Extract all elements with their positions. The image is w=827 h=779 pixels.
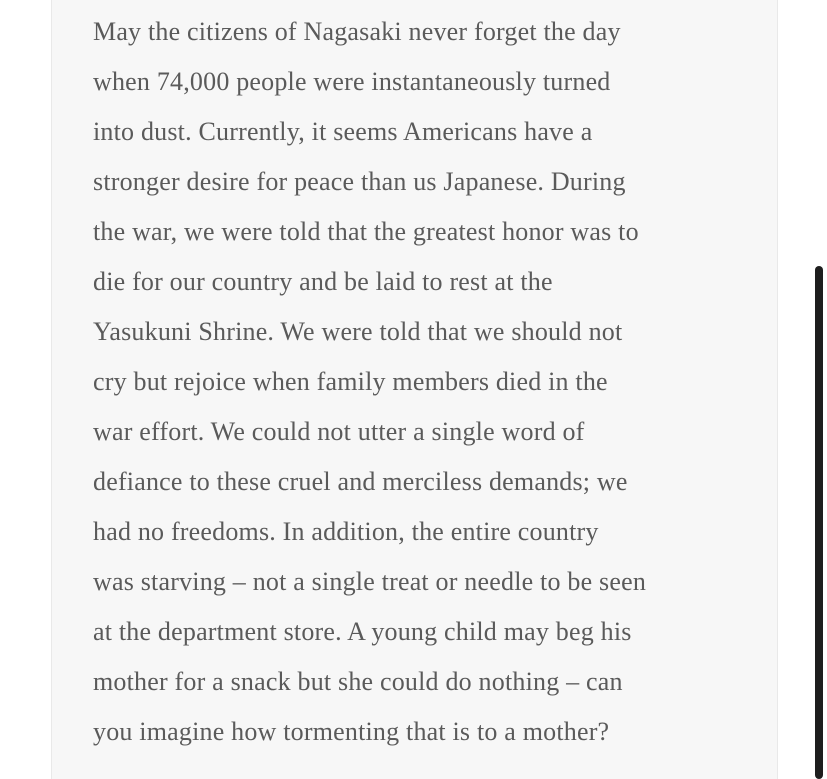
scrollbar-thumb[interactable] bbox=[815, 266, 823, 779]
paragraph-line: when 74,000 people were instantaneously turned bbox=[93, 67, 611, 96]
paragraph-line: the war, we were told that the greatest honor was to bbox=[93, 217, 639, 246]
paragraph-line: had no freedoms. In addition, the entire country bbox=[93, 517, 599, 546]
paragraph-line: stronger desire for peace than us Japanese. During bbox=[93, 167, 626, 196]
article-paragraph bbox=[93, 7, 743, 757]
paragraph-line: into dust. Currently, it seems Americans have a bbox=[93, 117, 593, 146]
paragraph-line: mother for a snack but she could do nothing – can bbox=[93, 667, 623, 696]
paragraph-line: was starving – not a single treat or needle to be seen bbox=[93, 567, 647, 596]
paragraph-line: die for our country and be laid to rest at the bbox=[93, 267, 553, 296]
paragraph-line: you imagine how tormenting that is to a mother? bbox=[93, 717, 610, 746]
paragraph-line: cry but rejoice when family members died in the bbox=[93, 367, 608, 396]
paragraph-line: May the citizens of Nagasaki never forget the day bbox=[93, 17, 621, 46]
paragraph-line: at the department store. A young child may beg his bbox=[93, 617, 632, 646]
paragraph-line: war effort. We could not utter a single word of bbox=[93, 417, 585, 446]
paragraph-line: defiance to these cruel and merciless demands; we bbox=[93, 467, 628, 496]
paragraph-line: Yasukuni Shrine. We were told that we should not bbox=[93, 317, 623, 346]
